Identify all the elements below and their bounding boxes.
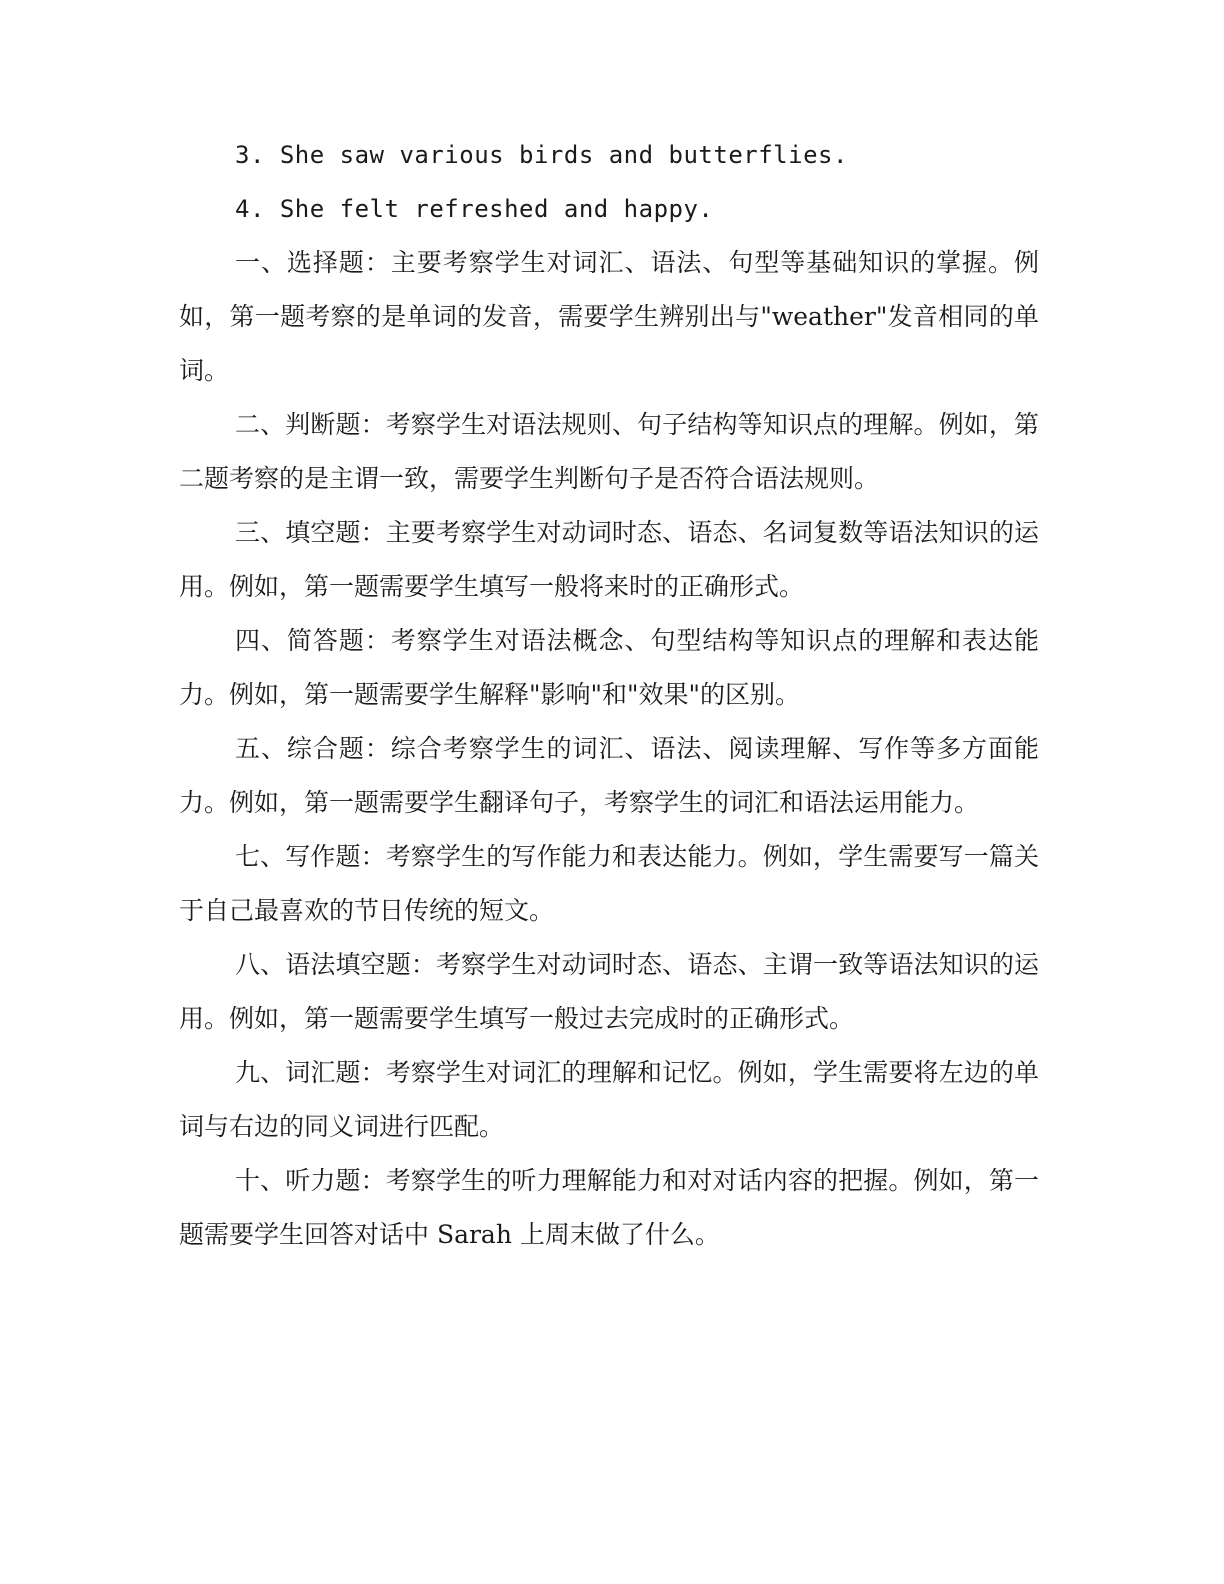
answer-line-3: 3. She saw various birds and butterflies. bbox=[235, 141, 848, 169]
paragraph-vocabulary: 九、词汇题：考察学生对词汇的理解和记忆。例如，学生需要将左边的单词与右边的同义词进行匹配。 bbox=[179, 1058, 1039, 1141]
paragraph-fill-in-blank: 三、填空题：主要考察学生对动词时态、语态、名词复数等语法知识的运用。例如，第一题需要学生填写一般将来时的正确形式。 bbox=[179, 518, 1039, 601]
paragraph-listening: 十、听力题：考察学生的听力理解能力和对对话内容的把握。例如，第一题需要学生回答对话中 Sarah 上周末做了什么。 bbox=[179, 1166, 1039, 1249]
paragraph-true-false: 二、判断题：考察学生对语法规则、句子结构等知识点的理解。例如，第二题考察的是主谓一致，需要学生判断句子是否符合语法规则。 bbox=[179, 410, 1039, 493]
paragraph-grammar-fill: 八、语法填空题：考察学生对动词时态、语态、主谓一致等语法知识的运用。例如，第一题需要学生填写一般过去完成时的正确形式。 bbox=[179, 950, 1039, 1033]
paragraph-comprehensive: 五、综合题：综合考察学生的词汇、语法、阅读理解、写作等多方面能力。例如，第一题需要学生翻译句子，考察学生的词汇和语法运用能力。 bbox=[179, 734, 1039, 817]
paragraph-short-answer: 四、简答题：考察学生对语法概念、句型结构等知识点的理解和表达能力。例如，第一题需要学生解释"影响"和"效果"的区别。 bbox=[179, 626, 1039, 709]
paragraph-writing: 七、写作题：考察学生的写作能力和表达能力。例如，学生需要写一篇关于自己最喜欢的节日传统的短文。 bbox=[179, 842, 1039, 925]
answer-line-4: 4. She felt refreshed and happy. bbox=[235, 195, 714, 223]
document-body bbox=[179, 128, 1039, 1262]
paragraph-multiple-choice: 一、选择题：主要考察学生对词汇、语法、句型等基础知识的掌握。例如，第一题考察的是单词的发音，需要学生辨别出与"weather"发音相同的单词。 bbox=[179, 248, 1039, 385]
